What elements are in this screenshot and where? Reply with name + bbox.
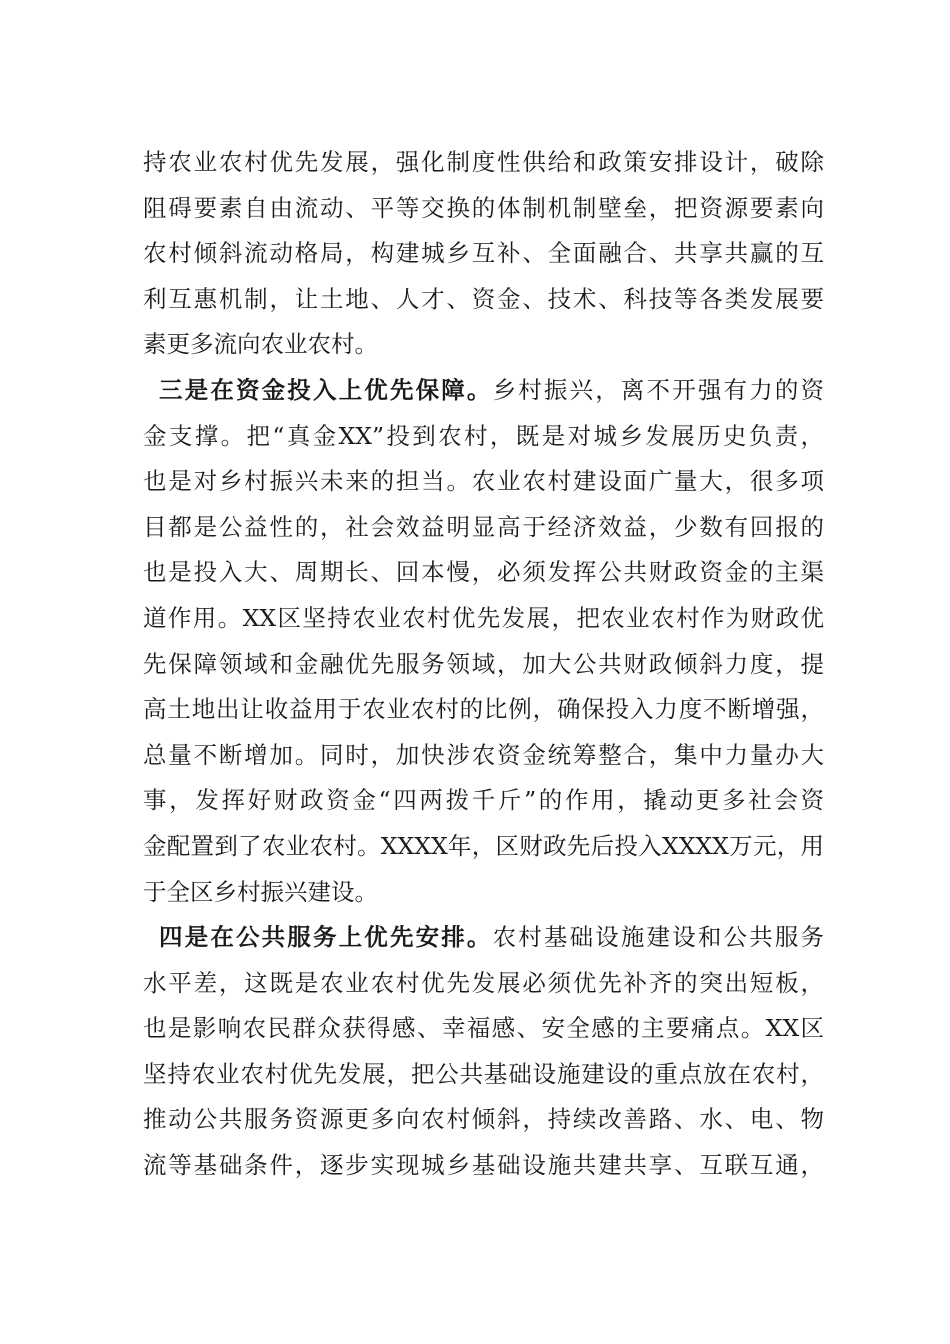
text-line: 利互惠机制，让土地、人才、资金、技术、科技等各类发展要 (143, 284, 824, 313)
paragraph-3 (143, 915, 824, 1189)
text-run: 农村基础设施建设和公共服务 (492, 923, 825, 952)
text-line: 先保障领域和金融优先服务领域，加大公共财政倾斜力度，提 (143, 649, 824, 678)
text-line: 流等基础条件，逐步实现城乡基础设施共建共享、互联互通， (143, 1151, 824, 1180)
text-run: 乡村振兴，离不开强有力的资 (492, 375, 825, 404)
paragraph-1 (143, 140, 824, 368)
paragraph-heading: 四是在公共服务上优先安排。 (159, 923, 493, 952)
text-line (143, 915, 824, 961)
text-line: 金支撑。把“真金XX”投到农村，既是对城乡发展历史负责， (143, 421, 824, 450)
text-line: 推动公共服务资源更多向农村倾斜，持续改善路、水、电、物 (143, 1105, 824, 1134)
text-line: 也是对乡村振兴未来的担当。农业农村建设面广量大，很多项 (143, 467, 824, 496)
text-line: 事，发挥好财政资金“四两拨千斤”的作用，撬动更多社会资 (143, 786, 824, 815)
text-line: 总量不断增加。同时，加快涉农资金统筹整合，集中力量办大 (143, 740, 824, 769)
text-line: 持农业农村优先发展，强化制度性供给和政策安排设计，破除 (143, 148, 824, 176)
text-line: 高土地出让收益用于农业农村的比例，确保投入力度不断增强， (143, 695, 824, 724)
text-line: 坚持农业农村优先发展，把公共基础设施建设的重点放在农村， (143, 1059, 824, 1088)
text-line: 也是影响农民群众获得感、幸福感、安全感的主要痛点。XX区 (143, 1014, 824, 1043)
body-text (143, 140, 824, 1189)
text-line: 素更多流向农业农村。 (143, 330, 378, 359)
text-line: 于全区乡村振兴建设。 (143, 877, 378, 906)
text-line: 阻碍要素自由流动、平等交换的体制机制壁垒，把资源要素向 (143, 193, 824, 222)
text-line: 也是投入大、周期长、回本慢，必须发挥公共财政资金的主渠 (143, 558, 824, 587)
text-line: 目都是公益性的，社会效益明显高于经济效益，少数有回报的 (143, 512, 824, 541)
text-line: 农村倾斜流动格局，构建城乡互补、全面融合、共享共赢的互 (143, 239, 824, 268)
text-line (143, 368, 824, 414)
paragraph-2 (143, 368, 824, 915)
text-line: 道作用。XX区坚持农业农村优先发展，把农业农村作为财政优 (143, 603, 824, 632)
text-line: 金配置到了农业农村。XXXX年，区财政先后投入XXXX万元，用 (143, 831, 824, 860)
text-line: 水平差，这既是农业农村优先发展必须优先补齐的突出短板， (143, 968, 824, 997)
paragraph-heading: 三是在资金投入上优先保障。 (159, 375, 493, 404)
